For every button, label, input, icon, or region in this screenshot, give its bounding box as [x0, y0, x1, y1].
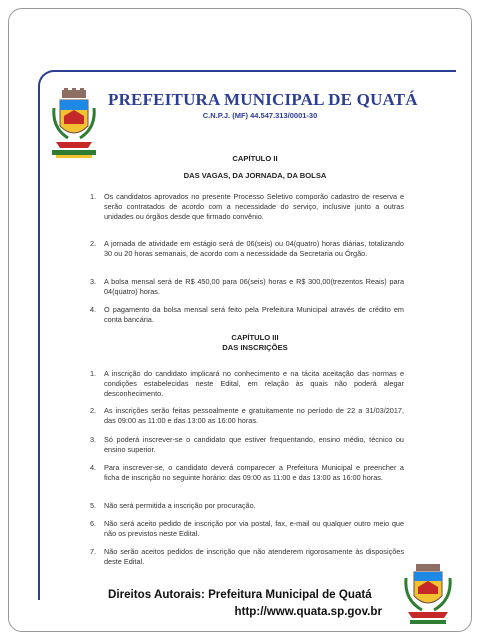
- list-item: 1. A inscrição do candidato implicará no conhecimento e na tácita aceitação das normas e condições estabelecidas neste Edital, em relação às quais não poderá alegar desconhecimento.: [90, 369, 404, 398]
- list-item: 7. Não serão aceitos pedidos de inscrição que não atenderem rigorosamente às disposições deste Edital.: [90, 547, 404, 566]
- chapter-title: CAPÍTULO III: [231, 333, 279, 342]
- footer-crest-icon: [398, 560, 458, 630]
- list-item: 2. A jornada de atividade em estágio será de 06(seis) ou 04(quatro) horas diárias, totalizando 30 ou 20 horas semanais, de acordo com a necessidade da Secretaria ou Órgão.: [90, 239, 404, 258]
- chapter-title: CAPÍTULO II: [232, 154, 278, 163]
- chapter-subtitle: DAS INSCRIÇÕES: [222, 343, 288, 352]
- copyright-footer: [108, 586, 384, 620]
- list-item: 3. Só poderá inscrever-se o candidato que estiver frequentando, ensino médio, técnico ou ensino superior.: [90, 435, 404, 454]
- list-item: 1. Os candidatos aprovados no presente Processo Seletivo comporão cadastro de reserva e serão contratados de acordo com a necessidade do serviço, inclusive junto a outras unidades ou órgãos desde que firmado convênio.: [90, 192, 404, 221]
- copyright-text: Direitos Autorais: Prefeitura Municipal de Quatá: [108, 588, 372, 601]
- list-item: 2. As inscrições serão feitas pessoalmente e gratuitamente no período de 22 a 31/03/2017, das 09:00 as 11:00 e das 13:00 as 16:00 horas.: [90, 406, 404, 425]
- list-item: 5. Não será permitida a inscrição por procuração.: [90, 501, 256, 510]
- page-title: PREFEITURA MUNICIPAL DE QUATÁ: [108, 90, 418, 109]
- list-item: 3. A bolsa mensal será de R$ 450,00 para 06(seis) horas e R$ 300,00(trezentos Reais) para 04(quatro) horas.: [90, 277, 404, 296]
- municipal-crest-icon: [50, 88, 98, 160]
- cnpj-text: C.N.P.J. (MF) 44.547.313/0001-30: [202, 111, 318, 120]
- list-item: 4. O pagamento da bolsa mensal será feito pela Prefeitura Municipal através de crédito em conta bancária.: [90, 305, 404, 324]
- website-link[interactable]: http://www.quata.sp.gov.br: [234, 605, 382, 618]
- list-item: 6. Não será aceito pedido de inscrição por via postal, fax, e-mail ou qualquer outro meio que não os previstos neste Edital.: [90, 519, 404, 538]
- chapter-subtitle: DAS VAGAS, DA JORNADA, DA BOLSA: [183, 171, 327, 180]
- list-item: 4. Para inscrever-se, o candidato deverá comparecer a Prefeitura Municipal e preencher a ficha de inscrição no seguinte horário: das 09:00 as 11:00 e das 13:00 as 16:00 horas.: [90, 463, 404, 482]
